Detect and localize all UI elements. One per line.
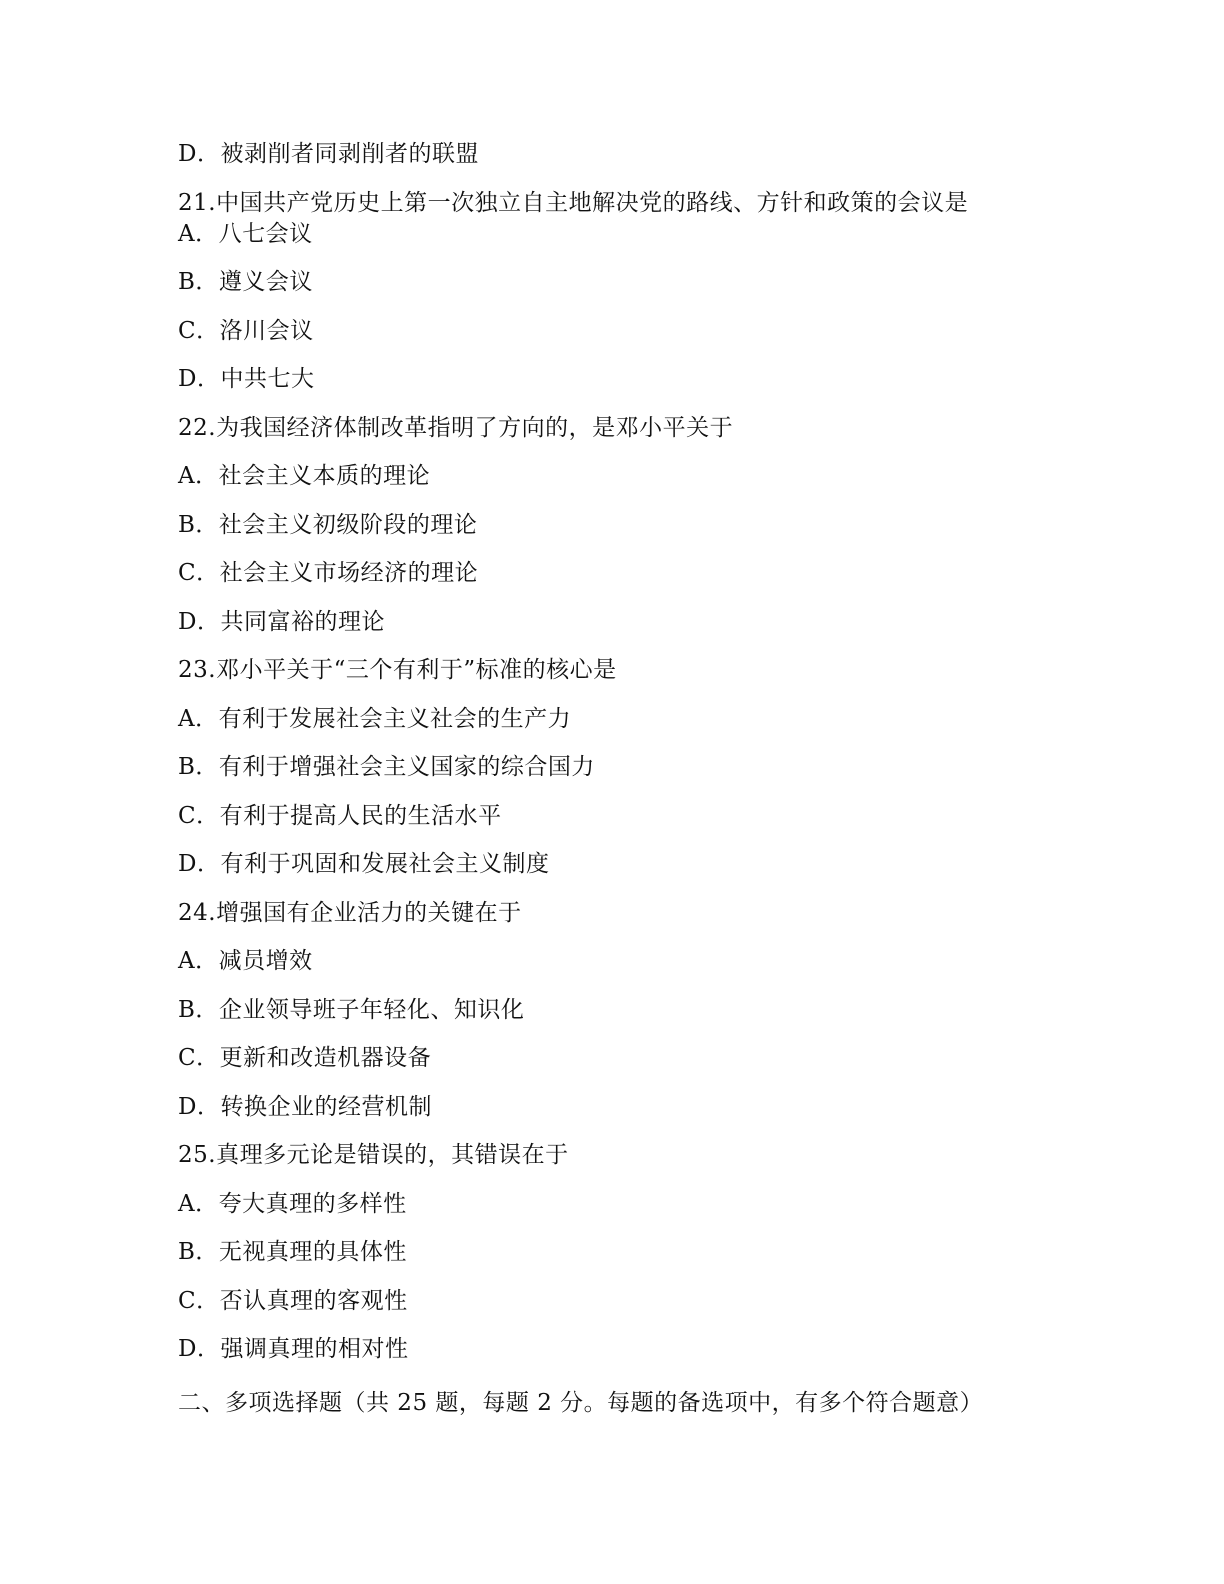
question-22: 22.为我国经济体制改革指明了方向的，是邓小平关于 <box>178 415 734 441</box>
question-23: 23.邓小平关于“三个有利于”标准的核心是 <box>178 657 617 683</box>
option-line-25a: A．夸大真理的多样性 <box>178 1191 407 1217</box>
option-line-23c: C．有利于提高人民的生活水平 <box>178 803 502 829</box>
option-line-24d: D．转换企业的经营机制 <box>178 1094 432 1120</box>
option-line-21a: A．八七会议 <box>178 221 313 247</box>
option-line-23d: D．有利于巩固和发展社会主义制度 <box>178 851 550 877</box>
option-line-23b: B．有利于增强社会主义国家的综合国力 <box>178 754 595 780</box>
option-line-21b: B．遵义会议 <box>178 269 313 295</box>
section-heading-multiple-choice: 二、多项选择题（共 25 题，每题 2 分。每题的备选项中，有多个符合题意） <box>178 1390 984 1416</box>
option-line-25b: B．无视真理的具体性 <box>178 1239 407 1265</box>
option-line-25c: C．否认真理的客观性 <box>178 1288 408 1314</box>
option-line-22c: C．社会主义市场经济的理论 <box>178 560 479 586</box>
question-24: 24.增强国有企业活力的关键在于 <box>178 900 522 926</box>
option-line-23a: A．有利于发展社会主义社会的生产力 <box>178 706 572 732</box>
option-line-25d: D．强调真理的相对性 <box>178 1336 409 1362</box>
option-line-21d: D．中共七大 <box>178 366 315 392</box>
option-line-22b: B．社会主义初级阶段的理论 <box>178 512 478 538</box>
option-line-21c: C．洛川会议 <box>178 318 314 344</box>
option-line-22d: D．共同富裕的理论 <box>178 609 385 635</box>
question-21: 21.中国共产党历史上第一次独立自主地解决党的路线、方针和政策的会议是 <box>178 190 969 216</box>
option-line-20d: D．被剥削者同剥削者的联盟 <box>178 141 479 167</box>
question-25: 25.真理多元论是错误的，其错误在于 <box>178 1142 569 1168</box>
option-line-22a: A．社会主义本质的理论 <box>178 463 431 489</box>
option-line-24a: A．减员增效 <box>178 948 313 974</box>
option-line-24b: B．企业领导班子年轻化、知识化 <box>178 997 525 1023</box>
option-line-24c: C．更新和改造机器设备 <box>178 1045 432 1071</box>
